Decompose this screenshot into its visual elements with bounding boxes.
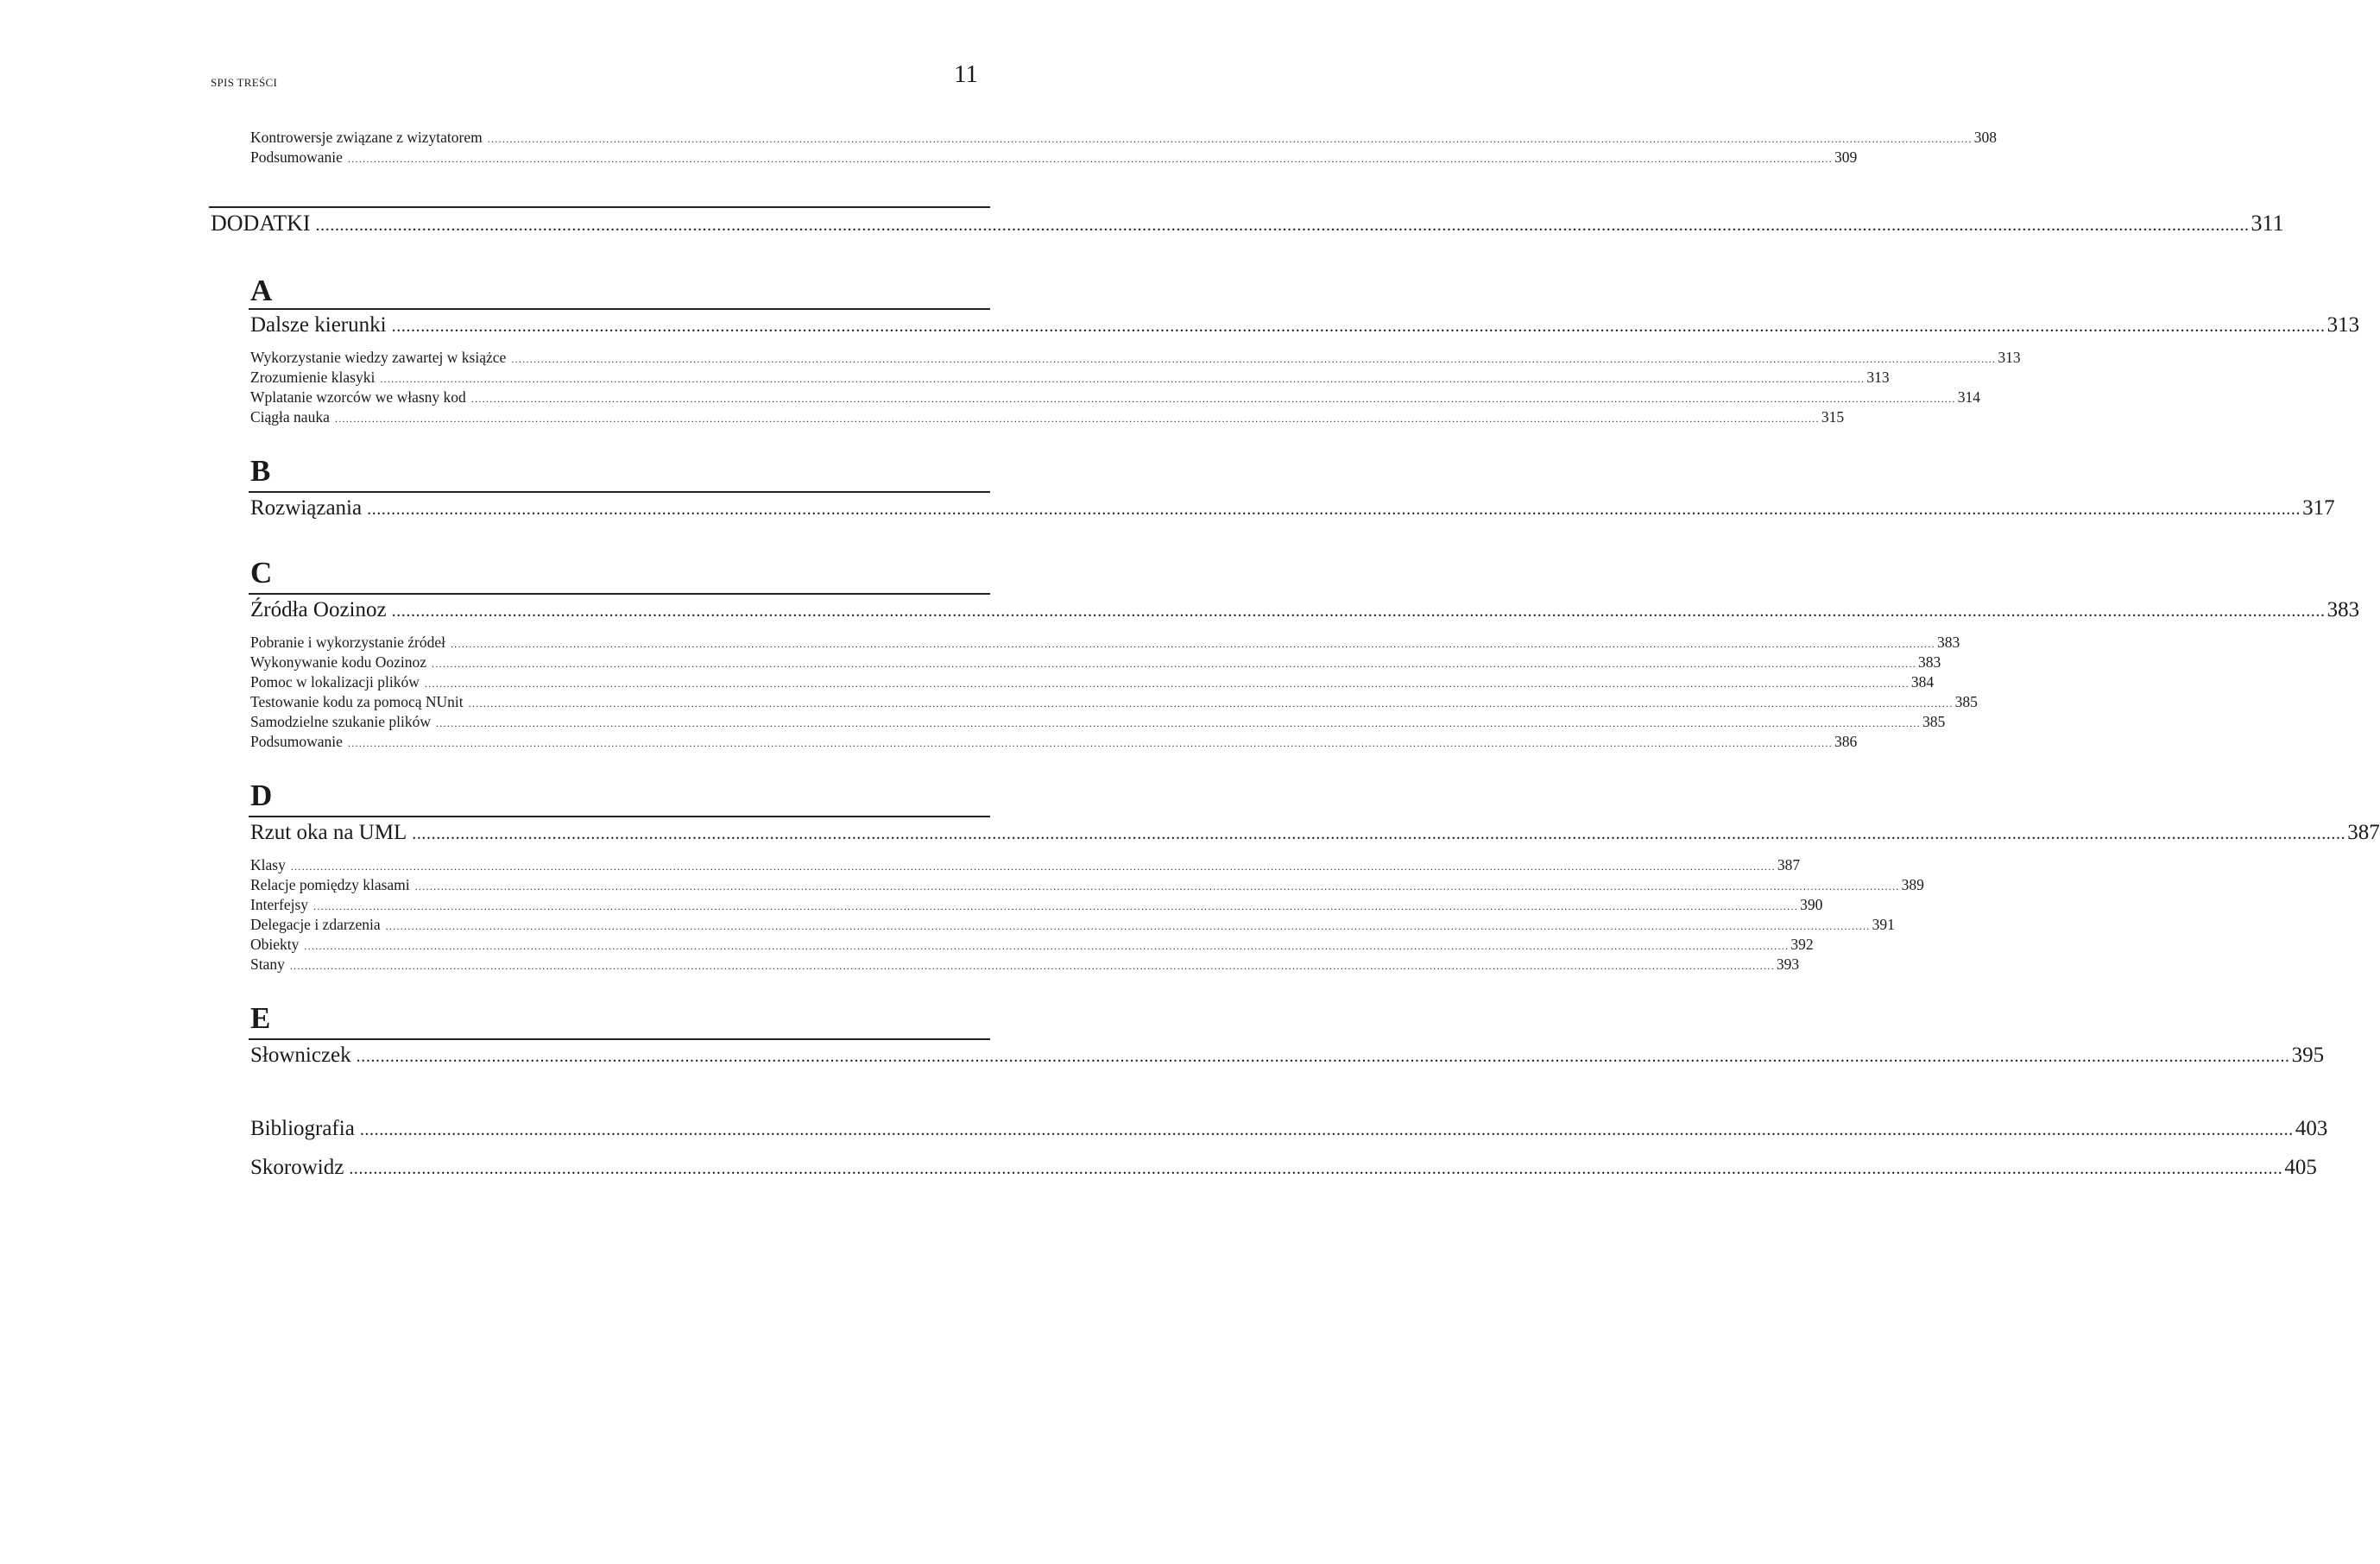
toc-appendix-title: Rzut oka na UML [250,821,407,844]
dot-leader: ................................................................................................................................................................................................................................................................................................................................................................................................................ [289,960,1775,972]
toc-entry-page: 313 [1998,349,2021,366]
toc-entry-title: Pomoc w lokalizacji plików [250,673,420,691]
toc-entry-title: Klasy [250,856,286,873]
toc-appendix-entry[interactable] [250,596,2360,625]
toc-entry[interactable] [250,895,1823,915]
toc-entry[interactable] [250,672,1935,692]
dot-leader: ................................................................................................................................................................................................................................................................................................................................................................................................................ [412,824,2346,843]
toc-entry-title: Stany [250,955,285,973]
dot-leader: ................................................................................................................................................................................................................................................................................................................................................................................................................ [347,153,1833,165]
toc-part-title: DODATKI [211,211,311,236]
dot-leader: ................................................................................................................................................................................................................................................................................................................................................................................................................ [435,717,1921,729]
toc-entry-title: Kontrowersje związane z wizytatorem [250,129,483,146]
toc-entry-page: 393 [1776,955,1800,973]
appendix-rule [249,1038,990,1040]
toc-appendix-page: 395 [2291,1044,2325,1067]
toc-appendix-page: 317 [2302,496,2335,520]
toc-back-matter-title: Bibliografia [250,1117,355,1140]
dot-leader: ................................................................................................................................................................................................................................................................................................................................................................................................................ [347,737,1833,749]
dot-leader: ................................................................................................................................................................................................................................................................................................................................................................................................................ [487,133,1973,145]
toc-entry-page: 389 [1901,876,1924,893]
toc-part-entry[interactable] [211,209,2284,238]
toc-entry-page: 314 [1957,388,1981,406]
appendix-rule [249,491,990,493]
dot-leader: ................................................................................................................................................................................................................................................................................................................................................................................................................ [424,678,1910,690]
dot-leader: ................................................................................................................................................................................................................................................................................................................................................................................................................ [356,1047,2290,1066]
toc-appendix-title: Rozwiązania [250,496,363,520]
dot-leader: ................................................................................................................................................................................................................................................................................................................................................................................................................ [367,500,2301,519]
toc-appendix-page: 383 [2326,598,2360,621]
dot-leader: ................................................................................................................................................................................................................................................................................................................................................................................................................ [304,940,1790,952]
toc-appendix-entry[interactable] [250,494,2335,523]
dot-leader: ................................................................................................................................................................................................................................................................................................................................................................................................................ [334,413,1820,425]
dot-leader: ................................................................................................................................................................................................................................................................................................................................................................................................................ [385,920,1871,932]
toc-entry-page: 385 [1954,693,1978,710]
toc-entry[interactable] [250,732,1858,752]
dot-leader: ................................................................................................................................................................................................................................................................................................................................................................................................................ [470,393,1956,405]
appendix-letter: D [250,779,273,812]
toc-entry-page: 308 [1973,129,1997,146]
toc-appendix-title: Słowniczek [250,1044,351,1067]
toc-entry[interactable] [250,955,1800,974]
toc-entry[interactable] [250,388,1981,407]
toc-entry-page: 313 [1866,369,1890,386]
dot-leader: ................................................................................................................................................................................................................................................................................................................................................................................................................ [432,658,1917,670]
toc-entry-title: Ciągła nauka [250,408,330,426]
toc-appendix-entry[interactable] [250,311,2360,340]
toc-appendix-page: 387 [2347,821,2380,844]
toc-entry[interactable] [250,368,1890,388]
toc-back-matter-page: 403 [2295,1117,2328,1140]
dot-leader: ................................................................................................................................................................................................................................................................................................................................................................................................................ [290,861,1776,873]
appendix-letter: E [250,1001,271,1035]
toc-entry[interactable] [250,712,1946,732]
dot-leader: ................................................................................................................................................................................................................................................................................................................................................................................................................ [468,697,1954,709]
part-rule [209,206,990,208]
toc-back-matter-entry[interactable] [250,1153,2317,1182]
toc-appendix-title: Dalsze kierunki [250,313,387,337]
toc-entry-title: Testowanie kodu za pomocą NUnit [250,693,464,710]
toc-appendix-entry[interactable] [250,818,2380,848]
toc-entry-page: 383 [1936,634,1960,651]
toc-entry-page: 309 [1834,148,1858,166]
toc-entry-title: Podsumowanie [250,148,343,166]
toc-entry-page: 384 [1910,673,1935,691]
toc-back-matter-page: 405 [2284,1156,2317,1179]
appendix-rule [249,308,990,310]
dot-leader: ................................................................................................................................................................................................................................................................................................................................................................................................................ [450,638,1935,650]
toc-entry-title: Wplatanie wzorców we własny kod [250,388,466,406]
appendix-letter: B [250,454,271,488]
toc-entry-title: Interfejsy [250,896,309,913]
dot-leader: ................................................................................................................................................................................................................................................................................................................................................................................................................ [349,1159,2283,1178]
toc-entry-page: 392 [1790,936,1814,953]
toc-part-page: 311 [2251,211,2284,236]
toc-entry[interactable] [250,633,1960,653]
dot-leader: ................................................................................................................................................................................................................................................................................................................................................................................................................ [511,353,1997,365]
toc-entry-title: Samodzielne szukanie plików [250,713,431,730]
toc-entry[interactable] [250,653,1941,672]
dot-leader: ................................................................................................................................................................................................................................................................................................................................................................................................................ [414,880,1900,892]
toc-entry[interactable] [250,915,1895,935]
appendix-rule [249,816,990,817]
toc-back-matter-entry[interactable] [250,1114,2328,1144]
toc-entry-page: 387 [1777,856,1801,873]
dot-leader: ................................................................................................................................................................................................................................................................................................................................................................................................................ [315,216,2250,235]
toc-entry-title: Wykonywanie kodu Oozinoz [250,653,427,671]
dot-leader: ................................................................................................................................................................................................................................................................................................................................................................................................................ [359,1120,2294,1139]
toc-entry-page: 390 [1800,896,1823,913]
toc-entry-page: 383 [1918,653,1941,671]
dot-leader: ................................................................................................................................................................................................................................................................................................................................................................................................................ [391,602,2326,621]
toc-entry-title: Obiekty [250,936,300,953]
toc-entry-title: Delegacje i zdarzenia [250,916,381,933]
toc-entry-title: Wykorzystanie wiedzy zawartej w książce [250,349,507,366]
toc-entry-title: Pobranie i wykorzystanie źródeł [250,634,445,651]
toc-entry[interactable] [250,148,1858,167]
dot-leader: ................................................................................................................................................................................................................................................................................................................................................................................................................ [391,317,2326,336]
page-number: 11 [954,60,978,88]
toc-entry[interactable] [250,407,1845,427]
dot-leader: ................................................................................................................................................................................................................................................................................................................................................................................................................ [313,900,1799,912]
dot-leader: ................................................................................................................................................................................................................................................................................................................................................................................................................ [380,373,1865,385]
running-head: SPIS TREŚCI [211,76,278,89]
toc-appendix-title: Źródła Oozinoz [250,598,387,621]
toc-entry[interactable] [250,692,1978,712]
toc-appendix-entry[interactable] [250,1041,2325,1070]
toc-entry[interactable] [250,348,2021,368]
toc-entry-title: Podsumowanie [250,733,343,750]
appendix-rule [249,593,990,595]
toc-entry-page: 315 [1821,408,1845,426]
toc-entry[interactable] [250,935,1814,955]
toc-entry-title: Zrozumienie klasyki [250,369,376,386]
toc-entry[interactable] [250,128,1997,148]
toc-entry-page: 386 [1834,733,1858,750]
toc-appendix-page: 313 [2326,313,2360,337]
toc-entry[interactable] [250,875,1924,895]
toc-entry-page: 385 [1922,713,1946,730]
appendix-letter: A [250,274,273,307]
toc-back-matter-title: Skorowidz [250,1156,344,1179]
appendix-letter: C [250,556,273,590]
toc-entry-title: Relacje pomiędzy klasami [250,876,410,893]
toc-entry[interactable] [250,855,1801,875]
toc-entry-page: 391 [1872,916,1895,933]
